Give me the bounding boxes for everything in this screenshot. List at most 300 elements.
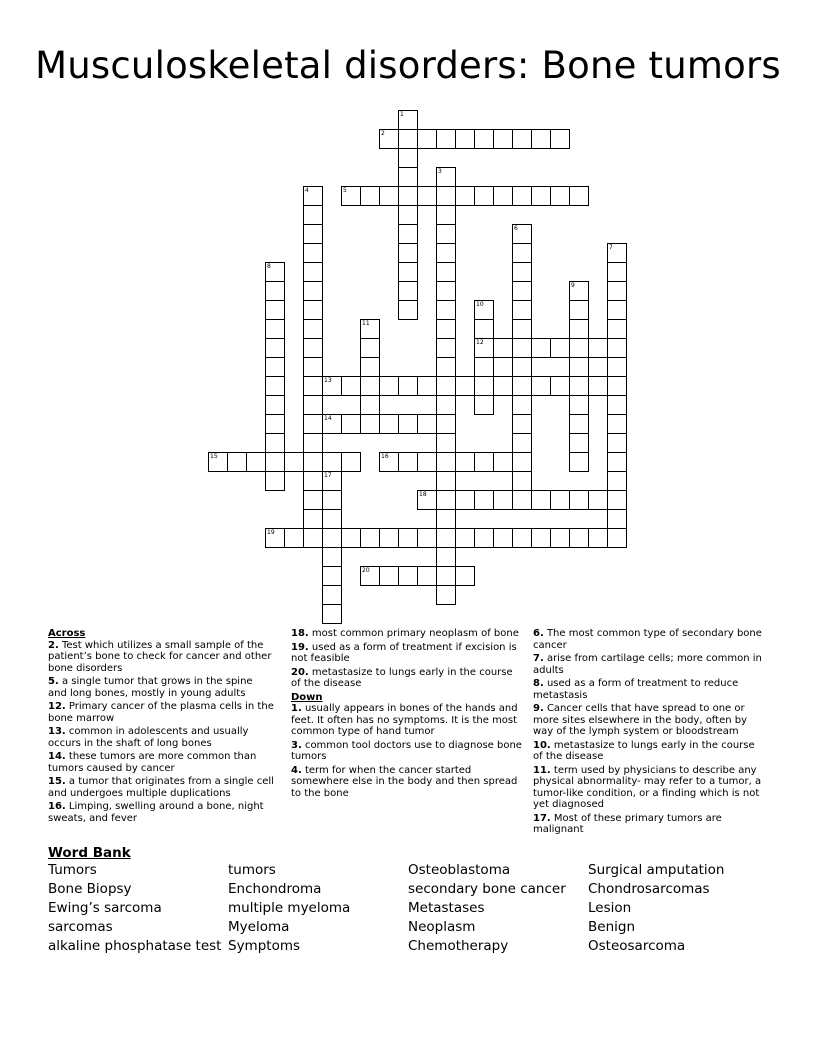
page-title: Musculoskeletal disorders: Bone tumors [35,44,781,87]
grid-cell[interactable] [569,338,589,358]
clue-number: 11 [362,320,370,327]
clue-number: 1. [291,703,302,714]
grid-cell[interactable] [303,414,323,434]
grid-cell[interactable] [398,414,418,434]
grid-cell[interactable] [455,186,475,206]
grid-cell[interactable] [398,452,418,472]
grid-cell[interactable] [341,376,361,396]
grid-cell[interactable] [474,395,494,415]
grid-cell[interactable] [379,376,399,396]
grid-cell[interactable] [436,319,456,339]
grid-cell[interactable] [284,528,304,548]
grid-cell[interactable] [512,414,532,434]
word-bank-item: Enchondroma [228,881,322,897]
clue-text: term for when the cancer started somewhere else in the body and then spread to the bone [291,764,518,799]
grid-cell[interactable] [436,243,456,263]
word-bank-item: Ewing’s sarcoma [48,900,162,916]
clue-text: these tumors are more common than tumors caused by cancer [48,751,257,774]
grid-cell[interactable] [398,148,418,168]
word-bank-item: Myeloma [228,919,290,935]
grid-cell[interactable] [474,338,494,358]
word-bank-column [588,861,724,956]
grid-cell[interactable] [322,604,342,624]
grid-cell[interactable] [569,186,589,206]
grid-cell[interactable] [474,528,494,548]
across-clue [291,667,523,690]
grid-cell[interactable] [512,243,532,263]
grid-cell[interactable] [398,566,418,586]
clue-number: 15 [210,453,218,460]
word-bank-item: Osteosarcoma [588,938,686,954]
grid-cell[interactable] [607,338,627,358]
grid-cell[interactable] [322,471,342,491]
grid-cell[interactable] [436,490,456,510]
grid-cell[interactable] [322,509,342,529]
grid-cell[interactable] [436,205,456,225]
grid-cell[interactable] [360,566,380,586]
grid-cell[interactable] [569,433,589,453]
grid-cell[interactable] [436,547,456,567]
grid-cell[interactable] [436,262,456,282]
grid-cell[interactable] [569,357,589,377]
grid-cell[interactable] [341,186,361,206]
grid-cell[interactable] [550,528,570,548]
grid-cell[interactable] [512,129,532,149]
grid-cell[interactable] [417,452,437,472]
grid-cell[interactable] [360,319,380,339]
grid-cell[interactable] [569,300,589,320]
clue-number: 9. [533,703,544,714]
word-bank-item: tumors [228,862,276,878]
clue-number: 13 [324,377,332,384]
clue-number: 19 [267,529,275,536]
word-bank-item: sarcomas [48,919,113,935]
grid-cell[interactable] [607,319,627,339]
grid-cell[interactable] [303,376,323,396]
clue-number: 4 [305,187,309,194]
grid-cell[interactable] [398,376,418,396]
across-clue [291,642,523,665]
grid-cell[interactable] [417,376,437,396]
clue-text: most common primary neoplasm of bone [308,628,519,639]
grid-cell[interactable] [512,433,532,453]
grid-cell[interactable] [436,357,456,377]
grid-cell[interactable] [417,186,437,206]
grid-cell[interactable] [512,262,532,282]
grid-cell[interactable] [588,338,608,358]
grid-cell[interactable] [436,224,456,244]
grid-cell[interactable] [265,471,285,491]
grid-cell[interactable] [436,566,456,586]
clue-number: 6 [514,225,518,232]
clue-number: 9 [571,282,575,289]
clue-number: 20. [291,666,309,678]
grid-cell[interactable] [455,129,475,149]
clue-text: metastasize to lungs early in the course of the disease [291,666,513,689]
clue-text: a tumor that originates from a single cell and undergoes multiple duplications [48,776,274,799]
grid-cell[interactable] [569,452,589,472]
grid-cell[interactable] [265,357,285,377]
grid-cell[interactable] [265,281,285,301]
clue-text: common tool doctors use to diagnose bone tumors [291,739,522,762]
word-bank-item: Benign [588,919,635,935]
clue-text: Primary cancer of the plasma cells in the bone marrow [48,701,274,724]
grid-cell[interactable] [569,281,589,301]
grid-cell[interactable] [474,129,494,149]
grid-cell[interactable] [379,129,399,149]
grid-cell[interactable] [398,300,418,320]
grid-cell[interactable] [303,243,323,263]
down-clue [533,765,765,811]
across-clue [48,776,274,799]
clue-number: 14 [324,415,332,422]
grid-cell[interactable] [436,414,456,434]
down-clue [533,678,765,701]
grid-cell[interactable] [436,528,456,548]
grid-cell[interactable] [512,281,532,301]
grid-cell[interactable] [417,414,437,434]
grid-cell[interactable] [227,452,247,472]
grid-cell[interactable] [493,129,513,149]
clue-number: 14. [48,751,66,762]
clue-number: 18 [419,491,427,498]
grid-cell[interactable] [303,528,323,548]
grid-cell[interactable] [512,357,532,377]
word-bank-item: Symptoms [228,938,301,954]
down-clue [533,703,765,738]
grid-cell[interactable] [436,433,456,453]
grid-cell[interactable] [379,528,399,548]
grid-cell[interactable] [436,300,456,320]
clue-number: 17 [324,472,332,479]
grid-cell[interactable] [607,452,627,472]
clue-number: 16. [48,801,66,812]
clue-text: term used by physicians to describe any physical abnormality- may refer to a tumor, a tumor-like condition, or a finding which is not yet diagnosed [533,764,762,810]
grid-cell[interactable] [607,471,627,491]
grid-cell[interactable] [303,205,323,225]
grid-cell[interactable] [303,433,323,453]
grid-cell[interactable] [531,528,551,548]
grid-cell[interactable] [531,129,551,149]
grid-cell[interactable] [607,243,627,263]
grid-cell[interactable] [588,376,608,396]
clue-number: 7. [533,653,544,664]
grid-cell[interactable] [303,490,323,510]
clue-number: 3. [291,739,302,751]
grid-cell[interactable] [322,528,342,548]
grid-cell[interactable] [474,300,494,320]
grid-cell[interactable] [569,528,589,548]
word-bank-column [408,861,566,956]
clues-column-3 [533,628,765,838]
grid-cell[interactable] [398,262,418,282]
word-bank-column [228,861,350,956]
clue-number: 4. [291,764,302,776]
grid-cell[interactable] [322,376,342,396]
clue-number: 16 [381,453,389,460]
down-clue [291,740,523,763]
clue-number: 5 [343,187,347,194]
grid-cell[interactable] [303,300,323,320]
grid-cell[interactable] [398,281,418,301]
grid-cell[interactable] [493,338,513,358]
grid-cell[interactable] [398,224,418,244]
clue-number: 18. [291,628,309,639]
grid-cell[interactable] [607,376,627,396]
word-bank-item: Tumors [48,862,97,878]
grid-cell[interactable] [531,490,551,510]
grid-cell[interactable] [341,414,361,434]
grid-cell[interactable] [398,528,418,548]
grid-cell[interactable] [303,357,323,377]
grid-cell[interactable] [360,376,380,396]
grid-cell[interactable] [360,186,380,206]
word-bank-item: Neoplasm [408,919,476,935]
grid-cell[interactable] [265,376,285,396]
grid-cell[interactable] [607,357,627,377]
grid-cell[interactable] [417,528,437,548]
grid-cell[interactable] [322,547,342,567]
clue-number: 17. [533,812,551,824]
grid-cell[interactable] [265,414,285,434]
across-clue [48,676,274,699]
grid-cell[interactable] [303,452,323,472]
grid-cell[interactable] [607,509,627,529]
grid-cell[interactable] [512,490,532,510]
grid-cell[interactable] [588,490,608,510]
grid-cell[interactable] [341,452,361,472]
word-bank-item: secondary bone cancer [408,881,566,897]
grid-cell[interactable] [531,186,551,206]
clue-text: common in adolescents and usually occurs in the shaft of long bones [48,726,249,749]
grid-cell[interactable] [398,186,418,206]
grid-cell[interactable] [360,338,380,358]
grid-cell[interactable] [265,262,285,282]
grid-cell[interactable] [436,395,456,415]
word-bank-item: Bone Biopsy [48,881,132,897]
grid-cell[interactable] [474,186,494,206]
grid-cell[interactable] [398,243,418,263]
grid-cell[interactable] [531,376,551,396]
grid-cell[interactable] [265,433,285,453]
grid-cell[interactable] [360,357,380,377]
clue-number: 10. [533,739,551,751]
grid-cell[interactable] [607,300,627,320]
grid-cell[interactable] [493,452,513,472]
grid-cell[interactable] [303,186,323,206]
grid-cell[interactable] [455,490,475,510]
grid-cell[interactable] [303,319,323,339]
down-clue [291,703,523,738]
down-clue [533,628,765,651]
grid-cell[interactable] [208,452,228,472]
grid-cell[interactable] [512,452,532,472]
grid-cell[interactable] [474,357,494,377]
grid-cell[interactable] [436,338,456,358]
grid-cell[interactable] [303,338,323,358]
grid-cell[interactable] [303,509,323,529]
grid-cell[interactable] [569,414,589,434]
grid-cell[interactable] [398,167,418,187]
grid-cell[interactable] [303,471,323,491]
grid-cell[interactable] [512,376,532,396]
down-clue [533,653,765,676]
grid-cell[interactable] [379,452,399,472]
grid-cell[interactable] [607,281,627,301]
grid-cell[interactable] [512,224,532,244]
grid-cell[interactable] [398,129,418,149]
grid-cell[interactable] [569,319,589,339]
grid-cell[interactable] [360,395,380,415]
clue-number: 15. [48,776,66,787]
grid-cell[interactable] [588,528,608,548]
grid-cell[interactable] [398,205,418,225]
grid-cell[interactable] [455,528,475,548]
grid-cell[interactable] [322,490,342,510]
across-heading: Across [48,628,86,639]
grid-cell[interactable] [607,414,627,434]
clue-number: 7 [609,244,613,251]
grid-cell[interactable] [455,376,475,396]
clue-text: used as a form of treatment to reduce metastasis [533,678,739,701]
grid-cell[interactable] [379,566,399,586]
grid-cell[interactable] [284,452,304,472]
grid-cell[interactable] [550,186,570,206]
grid-cell[interactable] [265,528,285,548]
grid-cell[interactable] [417,490,437,510]
grid-cell[interactable] [607,490,627,510]
clue-number: 5. [48,676,59,687]
down-heading: Down [291,691,323,703]
clue-text: usually appears in bones of the hands and feet. It often has no symptoms. It is the most common type of hand tumor [291,703,518,737]
grid-cell[interactable] [436,471,456,491]
grid-cell[interactable] [436,452,456,472]
grid-cell[interactable] [512,395,532,415]
grid-cell[interactable] [512,471,532,491]
grid-cell[interactable] [379,186,399,206]
clue-number: 10 [476,301,484,308]
grid-cell[interactable] [360,528,380,548]
grid-cell[interactable] [607,262,627,282]
grid-cell[interactable] [417,129,437,149]
grid-cell[interactable] [493,490,513,510]
grid-cell[interactable] [265,319,285,339]
grid-cell[interactable] [303,224,323,244]
grid-cell[interactable] [531,338,551,358]
clue-text: Limping, swelling around a bone, night sweats, and fever [48,801,264,824]
grid-cell[interactable] [379,414,399,434]
grid-cell[interactable] [512,300,532,320]
grid-cell[interactable] [322,414,342,434]
across-clue [48,701,274,724]
grid-cell[interactable] [512,186,532,206]
down-clue [533,740,765,763]
grid-cell[interactable] [398,110,418,130]
across-clue [48,640,274,675]
grid-cell[interactable] [341,528,361,548]
clue-number: 3 [438,168,442,175]
grid-cell[interactable] [569,376,589,396]
clue-number: 12. [48,701,66,712]
grid-cell[interactable] [455,452,475,472]
clue-number: 8 [267,263,271,270]
grid-cell[interactable] [474,319,494,339]
grid-cell[interactable] [246,452,266,472]
down-clue [291,765,523,800]
grid-cell[interactable] [607,395,627,415]
grid-cell[interactable] [265,395,285,415]
clue-number: 1 [400,111,404,118]
grid-cell[interactable] [550,376,570,396]
word-bank-item: Osteoblastoma [408,862,511,878]
grid-cell[interactable] [607,433,627,453]
grid-cell[interactable] [550,338,570,358]
word-bank-item: Chemotherapy [408,938,509,954]
grid-cell[interactable] [265,338,285,358]
clue-number: 13. [48,726,66,737]
clue-number: 11. [533,764,551,776]
clue-number: 2. [48,639,59,651]
grid-cell[interactable] [417,566,437,586]
grid-cell[interactable] [436,376,456,396]
grid-cell[interactable] [474,490,494,510]
grid-cell[interactable] [474,452,494,472]
grid-cell[interactable] [436,281,456,301]
grid-cell[interactable] [322,585,342,605]
grid-cell[interactable] [607,528,627,548]
grid-cell[interactable] [512,338,532,358]
grid-cell[interactable] [474,376,494,396]
grid-cell[interactable] [493,376,513,396]
grid-cell[interactable] [303,395,323,415]
clue-text: The most common type of secondary bone cancer [533,628,762,651]
grid-cell[interactable] [436,186,456,206]
word-bank-title: Word Bank [48,845,131,861]
grid-cell[interactable] [436,509,456,529]
word-bank-item: Metastases [408,900,485,916]
across-clue [291,628,523,640]
grid-cell[interactable] [436,585,456,605]
grid-cell[interactable] [303,281,323,301]
clue-text: Most of these primary tumors are malignant [533,812,722,835]
grid-cell[interactable] [265,452,285,472]
grid-cell[interactable] [436,129,456,149]
word-bank-item: Chondrosarcomas [588,881,710,897]
grid-cell[interactable] [436,167,456,187]
grid-cell[interactable] [360,414,380,434]
grid-cell[interactable] [493,528,513,548]
clue-text: Test which utilizes a small sample of the patient’s bone to check for cancer and other bone disorders [48,639,272,674]
clue-text: arise from cartilage cells; more common in adults [533,653,762,676]
grid-cell[interactable] [512,319,532,339]
grid-cell[interactable] [493,186,513,206]
grid-cell[interactable] [455,566,475,586]
grid-cell[interactable] [550,490,570,510]
down-clue [533,813,765,836]
grid-cell[interactable] [569,395,589,415]
grid-cell[interactable] [265,300,285,320]
clue-number: 19. [291,641,309,653]
grid-cell[interactable] [512,528,532,548]
clues-column-1 [48,628,274,826]
grid-cell[interactable] [550,129,570,149]
clue-text: a single tumor that grows in the spine and long bones, mostly in young adults [48,676,253,699]
grid-cell[interactable] [322,566,342,586]
word-bank-item: multiple myeloma [228,900,351,916]
grid-cell[interactable] [569,490,589,510]
grid-cell[interactable] [303,262,323,282]
grid-cell[interactable] [322,452,342,472]
